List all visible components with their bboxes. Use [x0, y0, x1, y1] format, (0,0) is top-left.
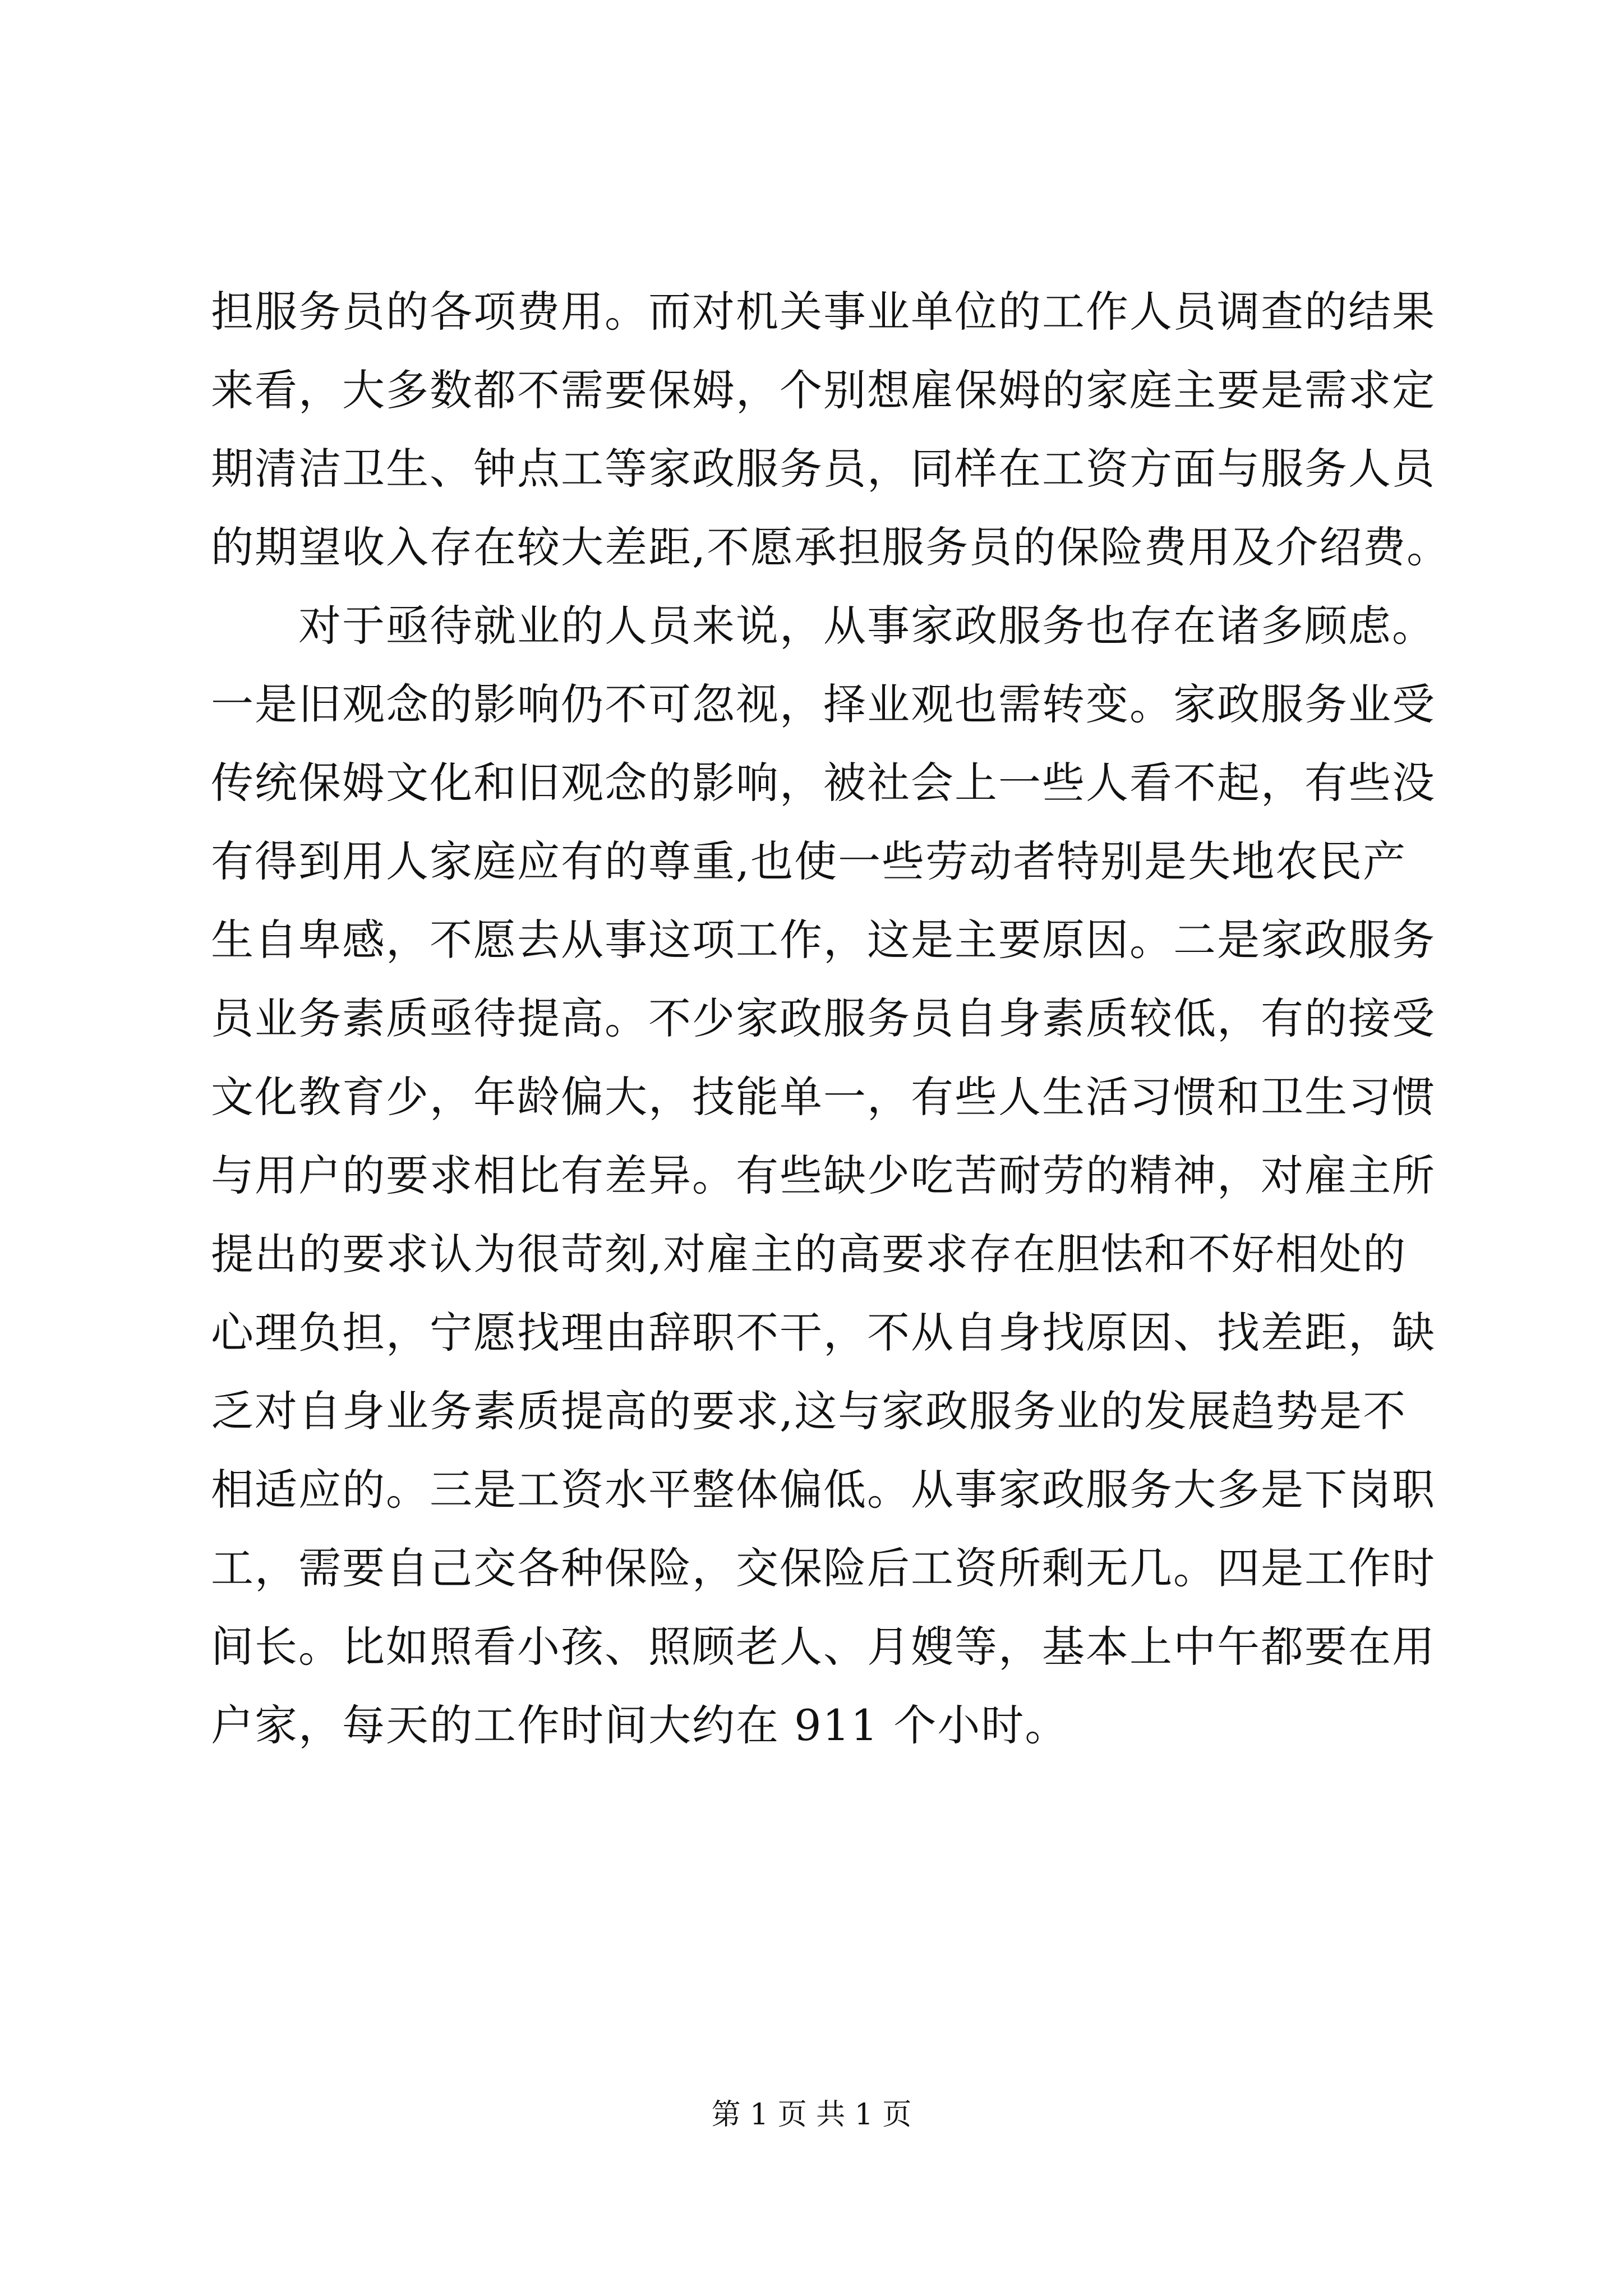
paragraph-line: 户家，每天的工作时间大约在 911 个小时。 [211, 1700, 1069, 1750]
paragraph-line: 乏对自身业务素质提高的要求,这与家政服务业的发展趋势是不 [211, 1386, 1407, 1436]
paragraph-line: 与用户的要求相比有差异。有些缺少吃苦耐劳的精神，对雇主所 [211, 1151, 1436, 1200]
paragraph-line: 期清洁卫生、钟点工等家政服务员，同样在工资方面与服务人员 [211, 444, 1436, 494]
paragraph-line: 的期望收入存在较大差距,不愿承担服务员的保险费用及介绍费。 [211, 522, 1451, 572]
paragraph-line: 对于亟待就业的人员来说，从事家政服务也存在诸多顾虑。 [211, 601, 1436, 651]
paragraph-line: 有得到用人家庭应有的尊重,也使一些劳动者特别是失地农民产 [211, 836, 1407, 886]
paragraph-line: 员业务素质亟待提高。不少家政服务员自身素质较低，有的接受 [211, 993, 1436, 1043]
paragraph-line: 工，需要自己交各种保险，交保险后工资所剩无几。四是工作时 [211, 1543, 1436, 1593]
paragraph-line: 传统保姆文化和旧观念的影响，被社会上一些人看不起，有些没 [211, 758, 1436, 808]
page-number-footer: 第 1 页 共 1 页 [711, 2098, 912, 2132]
paragraph-line: 相适应的。三是工资水平整体偏低。从事家政服务大多是下岗职 [211, 1465, 1436, 1515]
paragraph-line: 担服务员的各项费用。而对机关事业单位的工作人员调查的结果 [211, 287, 1436, 337]
paragraph-line: 来看，大多数都不需要保姆，个别想雇保姆的家庭主要是需求定 [211, 365, 1436, 415]
paragraph-line: 提出的要求认为很苛刻,对雇主的高要求存在胆怯和不好相处的 [211, 1229, 1407, 1279]
paragraph-line: 间长。比如照看小孩、照顾老人、月嫂等，基本上中午都要在用 [211, 1622, 1436, 1672]
paragraph-line: 生自卑感，不愿去从事这项工作，这是主要原因。二是家政服务 [211, 915, 1436, 965]
paragraph-line: 心理负担，宁愿找理由辞职不干，不从自身找原因、找差距，缺 [211, 1308, 1436, 1358]
paragraph-line: 一是旧观念的影响仍不可忽视，择业观也需转变。家政服务业受 [211, 679, 1436, 729]
paragraph-line: 文化教育少，年龄偏大，技能单一，有些人生活习惯和卫生习惯 [211, 1072, 1436, 1122]
